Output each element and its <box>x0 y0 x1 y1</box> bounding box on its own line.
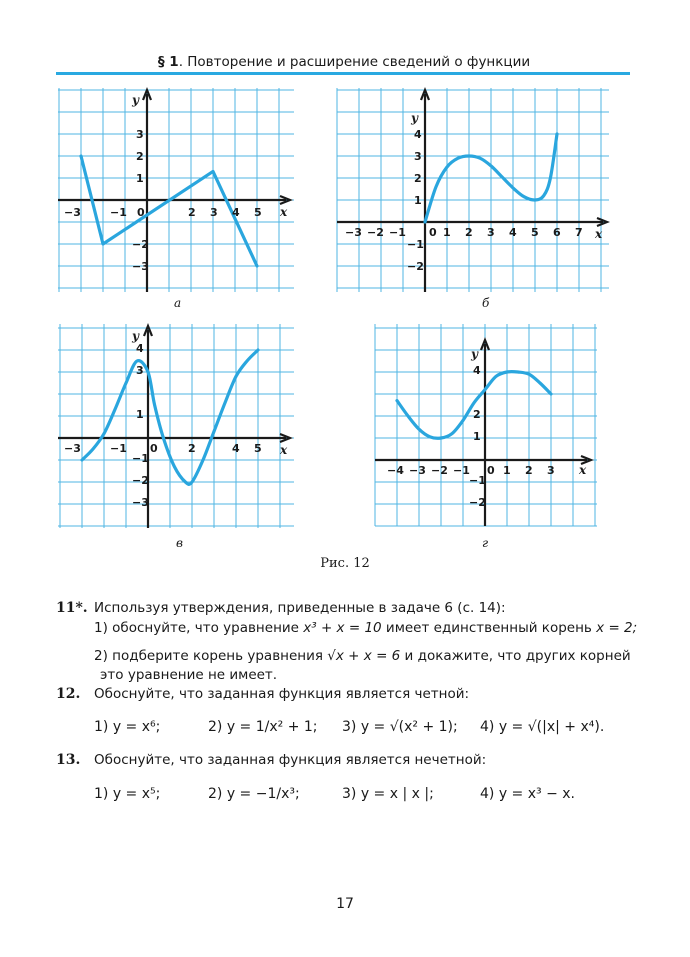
option-2: 2) y = −1/x³; <box>208 786 300 802</box>
tick-label-y: 4 <box>136 342 144 355</box>
tick-label-y: −1 <box>469 474 486 487</box>
page-number: 17 <box>336 896 354 912</box>
tick-label-x: −1 <box>110 206 127 219</box>
option-3: 3) y = √(x² + 1); <box>342 719 458 735</box>
tick-label-x: −3 <box>64 206 81 219</box>
tick-label-x: 0 <box>150 442 158 455</box>
option-1: 1) y = x⁶; <box>94 719 161 735</box>
tick-label-y: 2 <box>414 172 422 185</box>
tick-label-x: −2 <box>431 464 448 477</box>
graph-b <box>337 88 609 292</box>
tick-label-y: 4 <box>414 128 422 141</box>
option-1: 1) y = x⁵; <box>94 786 161 802</box>
tick-label-y: −2 <box>407 260 424 273</box>
y-axis-label: y <box>411 111 418 125</box>
tick-label-x: 5 <box>531 226 539 239</box>
tick-label-x: −1 <box>453 464 470 477</box>
header-rule <box>56 72 630 75</box>
tick-label-x: 4 <box>232 206 240 219</box>
tick-label-y: 2 <box>136 150 144 163</box>
task-number: 13. <box>56 752 81 768</box>
tick-label-x: −3 <box>409 464 426 477</box>
tick-label-x: 1 <box>443 226 451 239</box>
tick-label-x: 4 <box>509 226 517 239</box>
graph-a-caption: а <box>174 296 182 310</box>
graph-a <box>58 88 294 292</box>
running-header <box>58 54 630 70</box>
task-number: 12. <box>56 686 81 702</box>
graph-g-caption: г <box>482 536 489 550</box>
option-4: 4) y = √(|x| + x⁴). <box>480 719 605 735</box>
tick-label-x: 0 <box>429 226 437 239</box>
task-item-2-cont: это уравнение не имеет. <box>100 667 278 683</box>
tick-label-x: 3 <box>487 226 495 239</box>
graph-v-caption: в <box>176 536 183 550</box>
task-item-1: 1) обоснуйте, что уравнение x³ + x = 10 имеет единственный корень x = 2; <box>94 620 638 636</box>
task-text: Используя утверждения, приведенные в задаче 6 (с. 14): <box>94 600 506 616</box>
tick-label-y: −2 <box>132 474 149 487</box>
task-13 <box>56 750 636 810</box>
section-title: . Повторение и расширение сведений о функции <box>178 54 531 70</box>
option-3: 3) y = x | x |; <box>342 786 434 802</box>
tick-label-y: 3 <box>414 150 422 163</box>
grid <box>337 88 609 292</box>
section-number: § 1 <box>157 54 179 70</box>
task-text: Обоснуйте, что заданная функция является нечетной: <box>94 752 487 768</box>
tick-label-y: 3 <box>136 364 144 377</box>
grid <box>58 324 294 528</box>
curve-g <box>397 372 551 439</box>
tick-label-x: 0 <box>487 464 495 477</box>
tick-label-x: 2 <box>188 206 196 219</box>
y-axis-label: y <box>132 93 139 107</box>
tick-label-y: 2 <box>473 408 481 421</box>
x-axis-label: x <box>579 463 587 477</box>
tick-label-x: 1 <box>503 464 511 477</box>
tick-label-x: 2 <box>465 226 473 239</box>
tick-label-y: 1 <box>136 172 144 185</box>
tick-label-x: 7 <box>575 226 583 239</box>
tick-label-x: −1 <box>389 226 406 239</box>
tick-label-x: 2 <box>525 464 533 477</box>
tick-label-y: −1 <box>132 452 149 465</box>
x-axis-label: x <box>280 205 288 219</box>
tick-label-y: −2 <box>132 238 149 251</box>
figure-caption: Рис. 12 <box>320 556 370 571</box>
tick-label-x: 6 <box>553 226 561 239</box>
x-axis-label: x <box>595 227 603 241</box>
tick-label-y: 1 <box>473 430 481 443</box>
grid <box>58 88 294 292</box>
tick-label-y: −3 <box>132 260 149 273</box>
tick-label-y: 4 <box>473 364 481 377</box>
tick-label-x: −2 <box>367 226 384 239</box>
tick-label-x: 3 <box>547 464 555 477</box>
y-axis-label: y <box>471 347 478 361</box>
task-text: Обоснуйте, что заданная функция является четной: <box>94 686 470 702</box>
tick-label-x: −4 <box>387 464 404 477</box>
tick-label-y: 1 <box>414 194 422 207</box>
y-axis-label: y <box>132 329 139 343</box>
task-11 <box>56 598 638 683</box>
tick-label-y: −1 <box>407 238 424 251</box>
task-item-2: 2) подберите корень уравнения √x + x = 6 и докажите, что других корней <box>94 648 631 664</box>
tick-label-x: 2 <box>188 442 196 455</box>
tick-label-x: 5 <box>254 206 262 219</box>
graph-v <box>58 324 294 528</box>
tick-label-x: 5 <box>254 442 262 455</box>
task-number: 11*. <box>56 600 88 616</box>
tick-label-x: 0 <box>137 206 145 219</box>
option-2: 2) y = 1/x² + 1; <box>208 719 318 735</box>
option-4: 4) y = x³ − x. <box>480 786 575 802</box>
tick-label-y: 1 <box>136 408 144 421</box>
graph-g <box>375 324 597 526</box>
tick-label-y: −3 <box>132 496 149 509</box>
graph-b-caption: б <box>482 296 490 310</box>
tick-label-x: −3 <box>345 226 362 239</box>
tick-label-y: 3 <box>136 128 144 141</box>
tick-label-x: 3 <box>210 206 218 219</box>
task-12 <box>56 684 636 744</box>
tick-label-x: −3 <box>64 442 81 455</box>
tick-label-x: −1 <box>110 442 127 455</box>
tick-label-x: 4 <box>232 442 240 455</box>
tick-label-y: −2 <box>469 496 486 509</box>
x-axis-label: x <box>280 443 288 457</box>
